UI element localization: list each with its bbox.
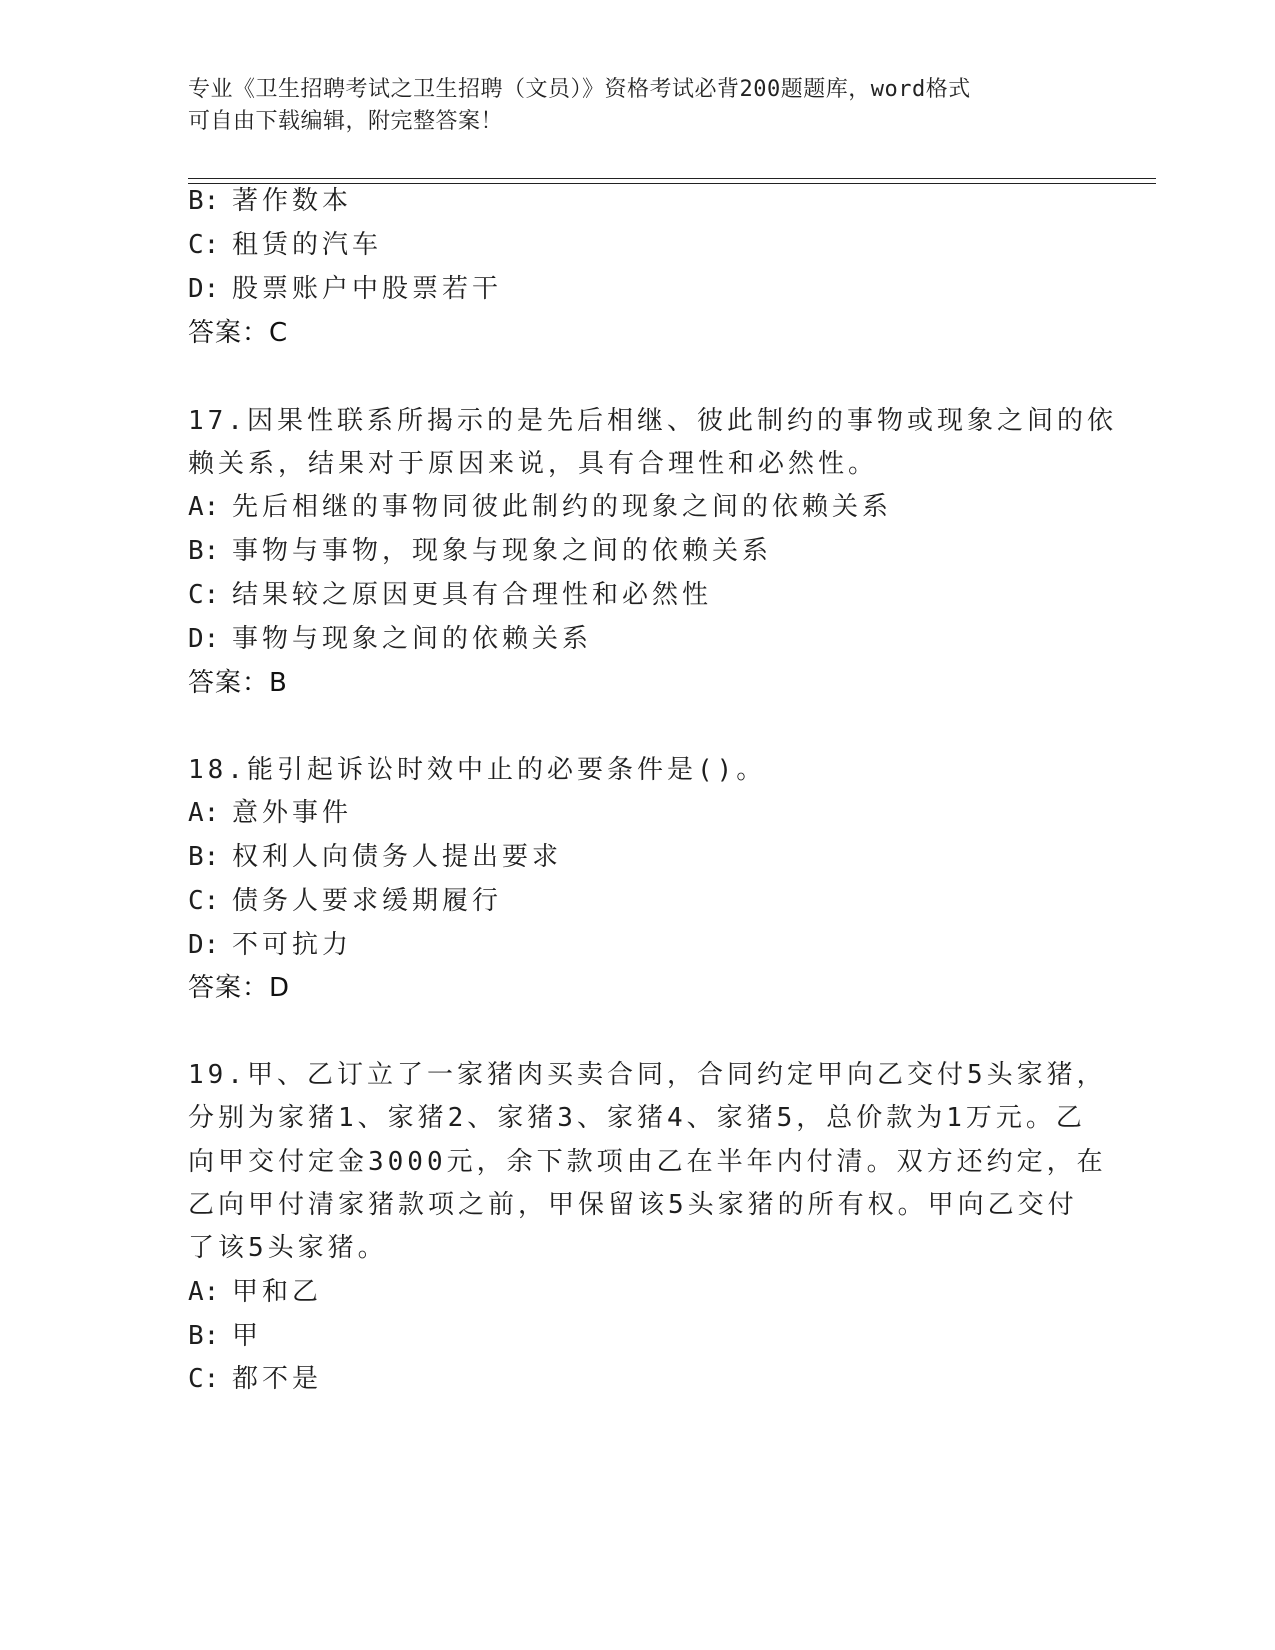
option-letter: D: xyxy=(188,274,220,304)
q16-option-c xyxy=(188,228,382,262)
option-text: 都不是 xyxy=(232,1364,323,1394)
option-text: 先后相继的事物同彼此制约的现象之间的依赖关系 xyxy=(232,492,893,522)
option-letter: B: xyxy=(188,536,220,566)
option-text: 事物与事物，现象与现象之间的依赖关系 xyxy=(232,536,773,566)
q16-option-b xyxy=(188,184,352,218)
document-header xyxy=(188,74,1088,138)
option-letter: B: xyxy=(188,1321,220,1351)
option-letter: B: xyxy=(188,186,220,216)
option-text: 不可抗力 xyxy=(232,930,353,960)
option-text: 结果较之原因更具有合理性和必然性 xyxy=(232,580,713,610)
option-text: 租赁的汽车 xyxy=(232,230,383,260)
option-letter: C: xyxy=(188,580,220,610)
option-text: 甲和乙 xyxy=(232,1277,323,1307)
q17-stem-line-1: 17.因果性联系所揭示的是先后相继、彼此制约的事物或现象之间的依 xyxy=(188,406,1117,436)
option-text: 权利人向债务人提出要求 xyxy=(232,842,563,872)
q17-option-a xyxy=(188,490,892,524)
header-divider-top xyxy=(188,178,1156,179)
q19-stem-line-2: 分别为家猪1、家猪2、家猪3、家猪4、家猪5，总价款为1万元。乙 xyxy=(188,1103,1086,1133)
q18-option-d xyxy=(188,928,352,962)
option-text: 甲 xyxy=(232,1321,263,1351)
option-text: 债务人要求缓期履行 xyxy=(232,886,503,916)
q18-option-a xyxy=(188,796,352,830)
q16-option-d xyxy=(188,272,502,306)
q16-answer: 答案：C xyxy=(188,318,289,348)
q19-option-a xyxy=(188,1275,322,1309)
option-letter: A: xyxy=(188,492,220,522)
option-letter: A: xyxy=(188,798,220,828)
q18-answer: 答案：D xyxy=(188,973,291,1003)
q17-stem-line-2: 赖关系，结果对于原因来说，具有合理性和必然性。 xyxy=(188,449,879,479)
q17-option-c xyxy=(188,578,712,612)
q19-stem-line-4: 乙向甲付清家猪款项之前，甲保留该5头家猪的所有权。甲向乙交付 xyxy=(188,1190,1078,1220)
header-line-2: 可自由下载编辑，附完整答案！ xyxy=(188,109,504,134)
option-letter: D: xyxy=(188,624,220,654)
option-text: 意外事件 xyxy=(232,798,353,828)
q18-stem-line-1: 18.能引起诉讼时效中止的必要条件是()。 xyxy=(188,755,767,785)
header-line-1: 专业《卫生招聘考试之卫生招聘（文员）》资格考试必背200题题库，word格式 xyxy=(188,77,971,102)
option-text: 事物与现象之间的依赖关系 xyxy=(232,624,593,654)
q18-option-c xyxy=(188,884,502,918)
q19-stem-line-5: 了该5头家猪。 xyxy=(188,1233,388,1263)
q18-option-b xyxy=(188,840,562,874)
option-letter: A: xyxy=(188,1277,220,1307)
q19-stem-line-1: 19.甲、乙订立了一家猪肉买卖合同，合同约定甲向乙交付5头家猪， xyxy=(188,1060,1107,1090)
q19-option-c xyxy=(188,1362,322,1396)
option-text: 著作数本 xyxy=(232,186,353,216)
q17-answer: 答案：B xyxy=(188,668,288,698)
option-letter: C: xyxy=(188,230,220,260)
q17-option-b xyxy=(188,534,772,568)
option-letter: C: xyxy=(188,1364,220,1394)
option-letter: C: xyxy=(188,886,220,916)
q17-option-d xyxy=(188,622,592,656)
q19-stem-line-3: 向甲交付定金3000元，余下款项由乙在半年内付清。双方还约定，在 xyxy=(188,1147,1107,1177)
q19-option-b xyxy=(188,1319,262,1353)
option-letter: B: xyxy=(188,842,220,872)
option-letter: D: xyxy=(188,930,220,960)
option-text: 股票账户中股票若干 xyxy=(232,274,503,304)
